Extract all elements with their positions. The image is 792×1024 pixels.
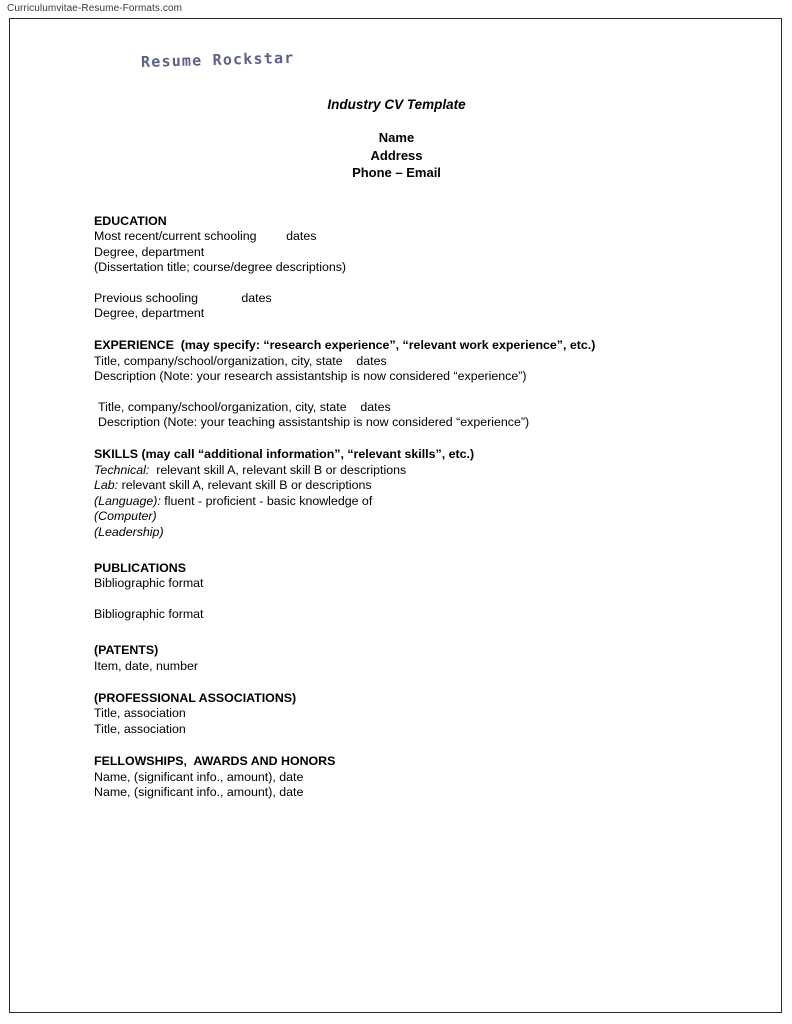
section-heading-fellowships: FELLOWSHIPS, AWARDS AND HONORS xyxy=(94,754,336,769)
skills-technical-row xyxy=(94,463,694,478)
associations-item-1: Title, association xyxy=(94,706,186,721)
education-line-2: Degree, department xyxy=(94,244,205,259)
patents-item-1: Item, date, number xyxy=(94,658,198,673)
section-professional-associations xyxy=(94,691,694,737)
fellowships-item-2: Name, (significant info., amount), date xyxy=(94,784,304,799)
section-patents xyxy=(94,643,694,674)
contact-address: Address xyxy=(370,147,423,163)
associations-item-2: Title, association xyxy=(94,721,186,736)
section-heading-education: EDUCATION xyxy=(94,214,167,228)
education-line-5: Degree, department xyxy=(94,306,205,321)
spacer xyxy=(94,592,694,607)
section-heading-publications: PUBLICATIONS xyxy=(94,560,187,575)
source-watermark: Curriculumvitae-Resume-Formats.com xyxy=(7,3,183,14)
spacer xyxy=(94,276,694,291)
section-heading-skills: SKILLS (may call “additional information”, “relevant skills”, etc.) xyxy=(94,447,475,462)
skills-language-row xyxy=(94,494,694,509)
spacer xyxy=(94,622,694,643)
section-heading-experience: EXPERIENCE (may specify: “research experience”, “relevant work experience”, etc.) xyxy=(94,338,596,353)
document-title: Industry CV Template xyxy=(327,97,466,112)
skills-technical-value: relevant skill A, relevant skill B or descriptions xyxy=(149,462,407,477)
resume-rockstar-logo: Resume Rockstar xyxy=(140,48,295,71)
contact-name: Name xyxy=(378,130,415,145)
section-heading-professional-associations: (PROFESSIONAL ASSOCIATIONS) xyxy=(94,690,297,705)
skills-leadership-label: (Leadership) xyxy=(94,524,164,539)
experience-entry-2-title: Title, company/school/organization, city, state dates xyxy=(98,399,391,414)
section-education xyxy=(94,214,694,321)
education-line-1: Most recent/current schooling dates xyxy=(94,229,317,244)
spacer xyxy=(94,540,694,561)
spacer xyxy=(94,430,694,447)
contact-phone-email: Phone – Email xyxy=(352,165,441,180)
spacer xyxy=(94,321,694,338)
skills-technical-label: Technical: xyxy=(94,462,150,477)
skills-language-value: fluent - proficient - basic knowledge of xyxy=(160,493,373,508)
section-heading-patents: (PATENTS) xyxy=(94,643,159,658)
section-skills xyxy=(94,447,694,539)
section-experience xyxy=(94,338,694,430)
experience-entry-1-description: Description (Note: your research assistantship is now considered “experience”) xyxy=(94,369,527,384)
contact-block xyxy=(10,129,783,182)
document-page-frame xyxy=(9,18,782,1013)
skills-lab-label: Lab: xyxy=(94,478,119,493)
section-publications xyxy=(94,561,694,622)
skills-computer-label: (Computer) xyxy=(94,509,157,524)
publications-item-1: Bibliographic format xyxy=(94,576,204,591)
education-line-4: Previous schooling dates xyxy=(94,290,272,305)
experience-entry-1-title: Title, company/school/organization, city, state dates xyxy=(94,353,387,368)
experience-entry-2-description: Description (Note: your teaching assistantship is now considered “experience”) xyxy=(98,415,530,430)
section-fellowships-awards-honors xyxy=(94,754,694,800)
cv-sections xyxy=(94,214,694,800)
spacer xyxy=(94,674,694,691)
skills-language-label: (Language): xyxy=(94,493,161,508)
skills-lab-row xyxy=(94,478,694,493)
cv-document-body xyxy=(10,19,783,1014)
fellowships-item-1: Name, (significant info., amount), date xyxy=(94,769,304,784)
spacer xyxy=(94,385,694,400)
spacer xyxy=(94,737,694,754)
education-line-3: (Dissertation title; course/degree descriptions) xyxy=(94,260,347,275)
publications-item-2: Bibliographic format xyxy=(94,606,204,621)
skills-lab-value: relevant skill A, relevant skill B or descriptions xyxy=(118,478,372,493)
